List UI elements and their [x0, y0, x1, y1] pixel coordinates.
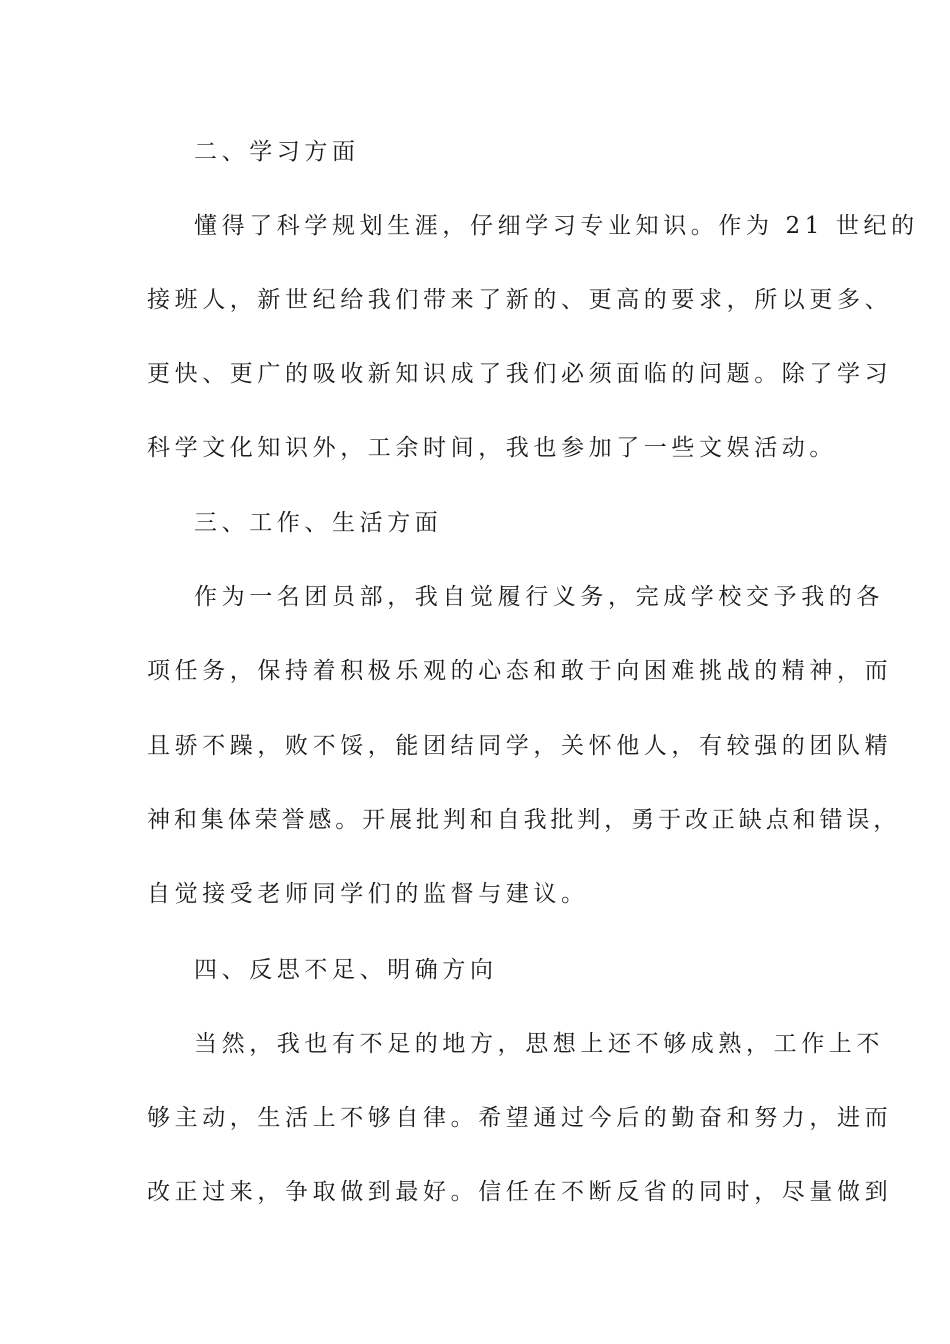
paragraph-line: 当然，我也有不足的地方，思想上还不够成熟，工作上不	[194, 1031, 884, 1057]
paragraph-line: 改正过来，争取做到最好。信任在不断反省的同时，尽量做到	[147, 1179, 893, 1205]
paragraph-line: 作为一名团员部，我自觉履行义务，完成学校交予我的各	[194, 584, 884, 610]
paragraph-line: 自觉接受老师同学们的监督与建议。	[147, 881, 589, 907]
paragraph-line: 项任务，保持着积极乐观的心态和敢于向困难挑战的精神，而	[147, 658, 893, 684]
section-heading-reflection: 四、反思不足、明确方向	[194, 957, 498, 983]
paragraph-line: 接班人，新世纪给我们带来了新的、更高的要求，所以更多、	[147, 287, 893, 313]
section-heading-study: 二、学习方面	[194, 139, 360, 165]
paragraph-line: 科学文化知识外，工余时间，我也参加了一些文娱活动。	[147, 435, 837, 461]
paragraph-line: 神和集体荣誉感。开展批判和自我批判，勇于改正缺点和错误，	[147, 807, 901, 833]
section-heading-work-life: 三、工作、生活方面	[194, 510, 443, 536]
paragraph-line: 够主动，生活上不够自律。希望通过今后的勤奋和努力，进而	[147, 1105, 893, 1131]
paragraph-line: 懂得了科学规划生涯，仔细学习专业知识。作为 21 世纪的	[194, 213, 919, 239]
paragraph-line: 且骄不躁，败不馁，能团结同学，关怀他人，有较强的团队精	[147, 733, 893, 759]
paragraph-line: 更快、更广的吸收新知识成了我们必须面临的问题。除了学习	[147, 361, 893, 387]
